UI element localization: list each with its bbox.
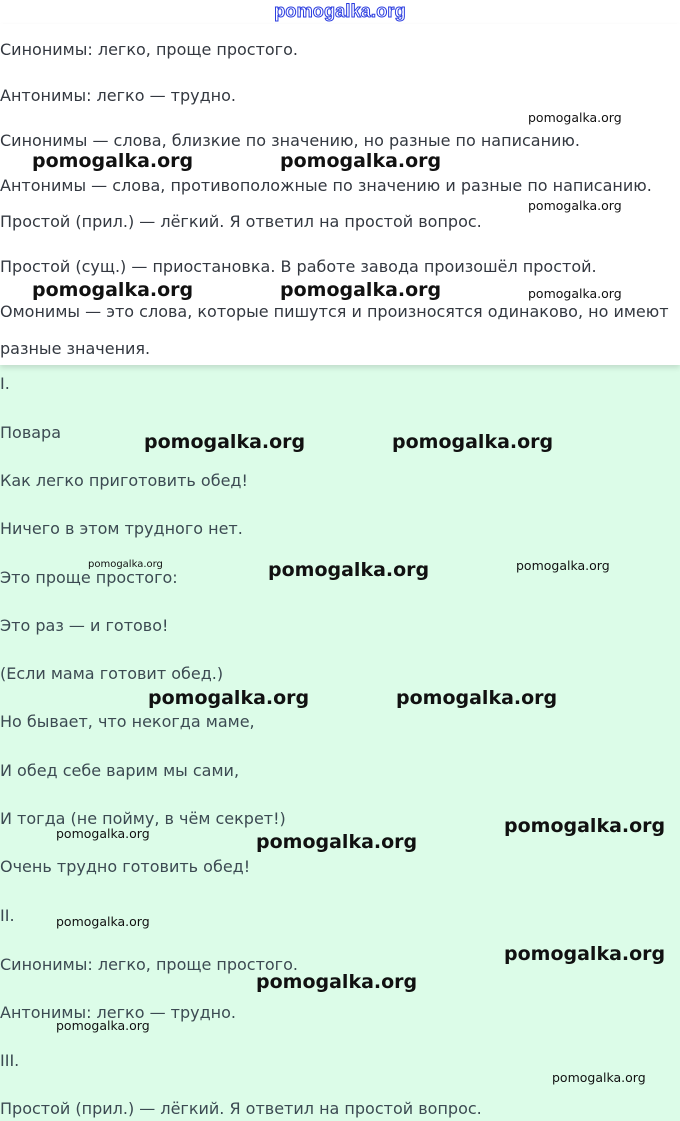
section-number: III. [0,1051,20,1070]
poem-line: Но бывает, что некогда маме, [0,712,255,731]
poem-line: Как легко приготовить обед! [0,471,248,490]
watermark: pomogalka.org [144,431,306,453]
text-line: Синонимы: легко, проще простого. [0,40,298,59]
watermark: pomogalka.org [56,914,150,929]
poem-title: Повара [0,423,62,442]
poem-line: Ничего в этом трудного нет. [0,519,243,538]
watermark: pomogalka.org [552,1070,646,1085]
site-header [0,0,680,24]
watermark: pomogalka.org [396,687,558,709]
watermark: pomogalka.org [256,831,418,853]
text-line: Простой (прил.) — лёгкий. Я ответил на простой вопрос. [0,212,482,231]
watermark: pomogalka.org [56,1018,150,1033]
watermark: pomogalka.org [392,431,554,453]
watermark: pomogalka.org [504,943,666,965]
poem-section [0,365,680,1121]
watermark: pomogalka.org [256,971,418,993]
watermark: pomogalka.org [280,150,442,172]
poem-line: Очень трудно готовить обед! [0,857,251,876]
watermark: pomogalka.org [528,286,622,301]
watermark: pomogalka.org [32,279,194,301]
answer-summary-section [0,24,680,365]
poem-line: Это проще простого: [0,568,178,587]
poem-line: И тогда (не пойму, в чём секрет!) [0,809,286,828]
text-line: Синонимы — слова, близкие по значению, но разные по написанию. [0,131,580,150]
text-line: Антонимы: легко — трудно. [0,1003,236,1022]
text-line: Антонимы — слова, противоположные по значению и разные по написанию. [0,176,652,195]
watermark: pomogalka.org [528,198,622,213]
section-number: II. [0,906,15,925]
watermark: pomogalka.org [56,826,150,841]
watermark: pomogalka.org [32,150,194,172]
text-line: Антонимы: легко — трудно. [0,86,236,105]
watermark: pomogalka.org [88,559,163,570]
text-line: Омонимы — это слова, которые пишутся и произносятся одинаково, но имеют [0,302,669,321]
watermark: pomogalka.org [280,279,442,301]
section-number: I. [0,374,10,393]
text-line: Простой (сущ.) — приостановка. В работе завода произошёл простой. [0,257,597,276]
poem-line: (Если мама готовит обед.) [0,664,224,683]
poem-line: И обед себе варим мы сами, [0,761,240,780]
text-line: Простой (прил.) — лёгкий. Я ответил на простой вопрос. [0,1099,482,1118]
text-line: разные значения. [0,339,151,358]
site-logo-text[interactable]: pomogalka.org [274,1,406,21]
watermark: pomogalka.org [504,815,666,837]
watermark: pomogalka.org [148,687,310,709]
watermark: pomogalka.org [516,558,610,573]
poem-line: Это раз — и готово! [0,616,169,635]
watermark: pomogalka.org [268,559,430,581]
text-line: Синонимы: легко, проще простого. [0,955,298,974]
watermark: pomogalka.org [528,110,622,125]
